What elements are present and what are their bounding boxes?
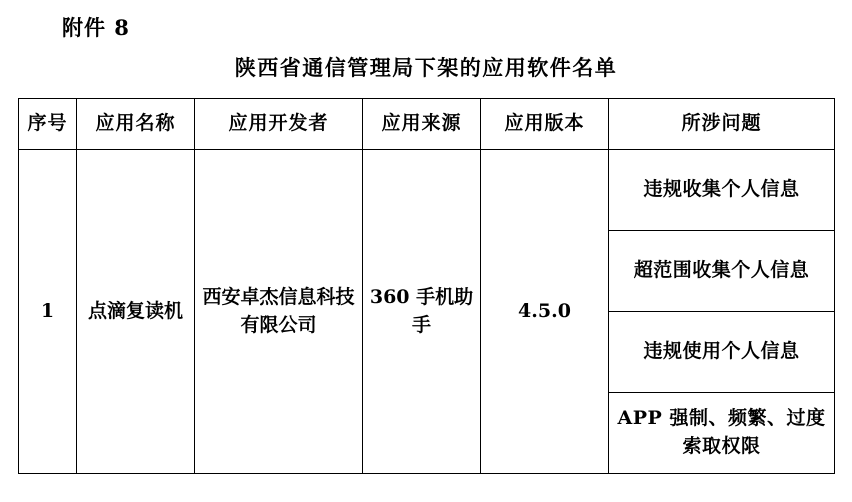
- column-header-no: 序号: [19, 99, 77, 150]
- cell-issue: [609, 231, 835, 312]
- cell-no: 1: [19, 150, 77, 474]
- app-list-table-wrapper: [18, 98, 834, 474]
- app-list-table: [18, 98, 835, 474]
- page-title: 陕西省通信管理局下架的应用软件名单: [234, 55, 618, 80]
- issue-text: APP 强制、频繁、过度索取权限: [617, 407, 826, 457]
- column-header-issues: 所涉问题: [609, 99, 835, 150]
- column-header-developer: 应用开发者: [195, 99, 363, 150]
- table-row: [19, 150, 835, 231]
- cell-issue: [609, 393, 835, 474]
- column-header-version: 应用版本: [481, 99, 609, 150]
- issue-text: 超范围收集个人信息: [633, 259, 810, 282]
- column-header-source: 应用来源: [363, 99, 481, 150]
- attachment-label: 附件 8: [62, 15, 130, 40]
- issue-text: 违规收集个人信息: [643, 178, 800, 201]
- column-header-app-name: 应用名称: [77, 99, 195, 150]
- cell-source: 360 手机助手: [363, 150, 481, 474]
- cell-issue: [609, 150, 835, 231]
- cell-developer: 西安卓杰信息科技有限公司: [195, 150, 363, 474]
- cell-issue: [609, 312, 835, 393]
- cell-app-name: 点滴复读机: [77, 150, 195, 474]
- table-header: [19, 99, 835, 150]
- table-body: [19, 150, 835, 474]
- table-header-row: [19, 99, 835, 150]
- issue-text: 违规使用个人信息: [643, 340, 800, 363]
- cell-version: 4.5.0: [481, 150, 609, 474]
